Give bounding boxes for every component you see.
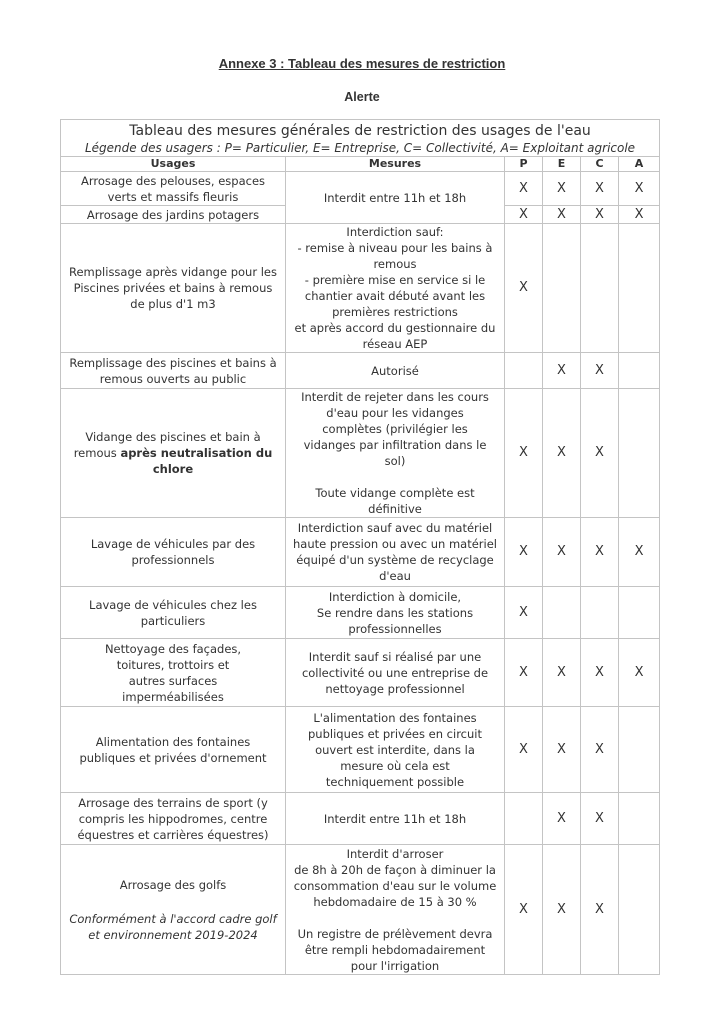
mark-e: X — [543, 206, 581, 224]
table-row — [61, 518, 660, 587]
mark-a — [619, 845, 660, 975]
usage-emphasis: après neutralisation du chlore — [120, 446, 273, 476]
usage-cell — [61, 389, 286, 518]
table-row — [61, 587, 660, 639]
mark-p: X — [505, 639, 543, 707]
usage-cell: Nettoyage des façades, toitures, trottoirs et autres surfaces imperméabilisées — [61, 639, 286, 707]
mark-p: X — [505, 206, 543, 224]
mark-e — [543, 224, 581, 353]
mark-c: X — [581, 793, 619, 845]
mark-p: X — [505, 518, 543, 587]
mark-c: X — [581, 707, 619, 793]
measure-cell: Interdiction à domicile, Se rendre dans les stations professionnelles — [286, 587, 505, 639]
mark-e: X — [543, 389, 581, 518]
usage-cell: Arrosage des pelouses, espaces verts et massifs fleuris — [61, 172, 286, 206]
mark-p — [505, 793, 543, 845]
mark-e: X — [543, 793, 581, 845]
usage-cell — [61, 845, 286, 975]
mark-e: X — [543, 518, 581, 587]
mark-e: X — [543, 845, 581, 975]
usage-note: Conformément à l'accord cadre golf et environnement 2019-2024 — [69, 911, 277, 942]
mark-p: X — [505, 224, 543, 353]
table-row — [61, 224, 660, 353]
mark-p: X — [505, 389, 543, 518]
mark-p — [505, 353, 543, 389]
measure-cell: L'alimentation des fontaines publiques et privées en circuit ouvert est interdite, dans la mesure où cela est techniquement possible — [286, 707, 505, 793]
mark-a — [619, 707, 660, 793]
col-header-a: A — [619, 157, 660, 172]
usage-text: Vidange des piscines et bain à remous — [73, 430, 261, 460]
annex-title: Annexe 3 : Tableau des mesures de restriction — [218, 56, 506, 71]
mark-a — [619, 793, 660, 845]
mark-c: X — [581, 206, 619, 224]
mark-c — [581, 224, 619, 353]
mark-e: X — [543, 639, 581, 707]
table-row — [61, 845, 660, 975]
mark-c — [581, 587, 619, 639]
mark-p: X — [505, 587, 543, 639]
mark-a — [619, 224, 660, 353]
measure-cell: Interdiction sauf: - remise à niveau pour les bains à remous - première mise en service si le chantier avait débuté avant les premières restrictions et après accord du gestionnaire du réseau AEP — [286, 224, 505, 353]
mark-c: X — [581, 639, 619, 707]
mark-p: X — [505, 707, 543, 793]
table-row — [61, 353, 660, 389]
usage-cell: Remplissage après vidange pour les Piscines privées et bains à remous de plus d'1 m3 — [61, 224, 286, 353]
mark-e: X — [543, 172, 581, 206]
col-header-e: E — [543, 157, 581, 172]
mark-c: X — [581, 845, 619, 975]
usage-text: Arrosage des golfs — [119, 877, 227, 892]
mark-c: X — [581, 172, 619, 206]
mark-e: X — [543, 353, 581, 389]
mark-c: X — [581, 353, 619, 389]
mark-p: X — [505, 845, 543, 975]
mark-e — [543, 587, 581, 639]
mark-a: X — [619, 206, 660, 224]
col-header-p: P — [505, 157, 543, 172]
col-header-c: C — [581, 157, 619, 172]
usage-cell: Remplissage des piscines et bains à remous ouverts au public — [61, 353, 286, 389]
measure-cell: Interdit entre 11h et 18h — [286, 172, 505, 224]
table-title: Tableau des mesures générales de restriction des usages de l'eau — [61, 120, 660, 141]
mark-a: X — [619, 639, 660, 707]
mark-e: X — [543, 707, 581, 793]
measure-cell: Interdit de rejeter dans les cours d'eau pour les vidanges complètes (privilégier les vidanges par infiltration dans le sol) Toute vidange complète est définitive — [286, 389, 505, 518]
measure-cell: Interdit sauf si réalisé par une collectivité ou une entreprise de nettoyage professionnel — [286, 639, 505, 707]
table-row — [61, 793, 660, 845]
usage-cell: Alimentation des fontaines publiques et privées d'ornement — [61, 707, 286, 793]
table-row — [61, 707, 660, 793]
measure-cell: Interdit entre 11h et 18h — [286, 793, 505, 845]
measure-cell: Interdiction sauf avec du matériel haute pression ou avec un matériel équipé d'un système de recyclage d'eau — [286, 518, 505, 587]
col-header-usages: Usages — [61, 157, 286, 172]
usage-cell: Lavage de véhicules par des professionnels — [61, 518, 286, 587]
table-row — [61, 639, 660, 707]
table-row — [61, 389, 660, 518]
mark-a: X — [619, 518, 660, 587]
mark-c: X — [581, 389, 619, 518]
measure-cell: Interdit d'arroser de 8h à 20h de façon à diminuer la consommation d'eau sur le volume hebdomadaire de 15 à 30 % Un registre de prélèvement devra être rempli hebdomadairement pour l'irrigation — [286, 845, 505, 975]
usage-cell: Lavage de véhicules chez les particuliers — [61, 587, 286, 639]
users-legend: Légende des usagers : P= Particulier, E= Entreprise, C= Collectivité, A= Exploitant agricole — [61, 141, 660, 157]
usage-cell: Arrosage des terrains de sport (y compris les hippodromes, centre équestres et carrières équestres) — [61, 793, 286, 845]
mark-p: X — [505, 172, 543, 206]
mark-a: X — [619, 172, 660, 206]
mark-a — [619, 353, 660, 389]
col-header-mesures: Mesures — [286, 157, 505, 172]
usage-cell: Arrosage des jardins potagers — [61, 206, 286, 224]
measure-cell: Autorisé — [286, 353, 505, 389]
mark-c: X — [581, 518, 619, 587]
mark-a — [619, 587, 660, 639]
alert-level-title: Alerte — [344, 90, 380, 104]
restriction-table — [60, 119, 660, 975]
mark-a — [619, 389, 660, 518]
table-row — [61, 172, 660, 206]
